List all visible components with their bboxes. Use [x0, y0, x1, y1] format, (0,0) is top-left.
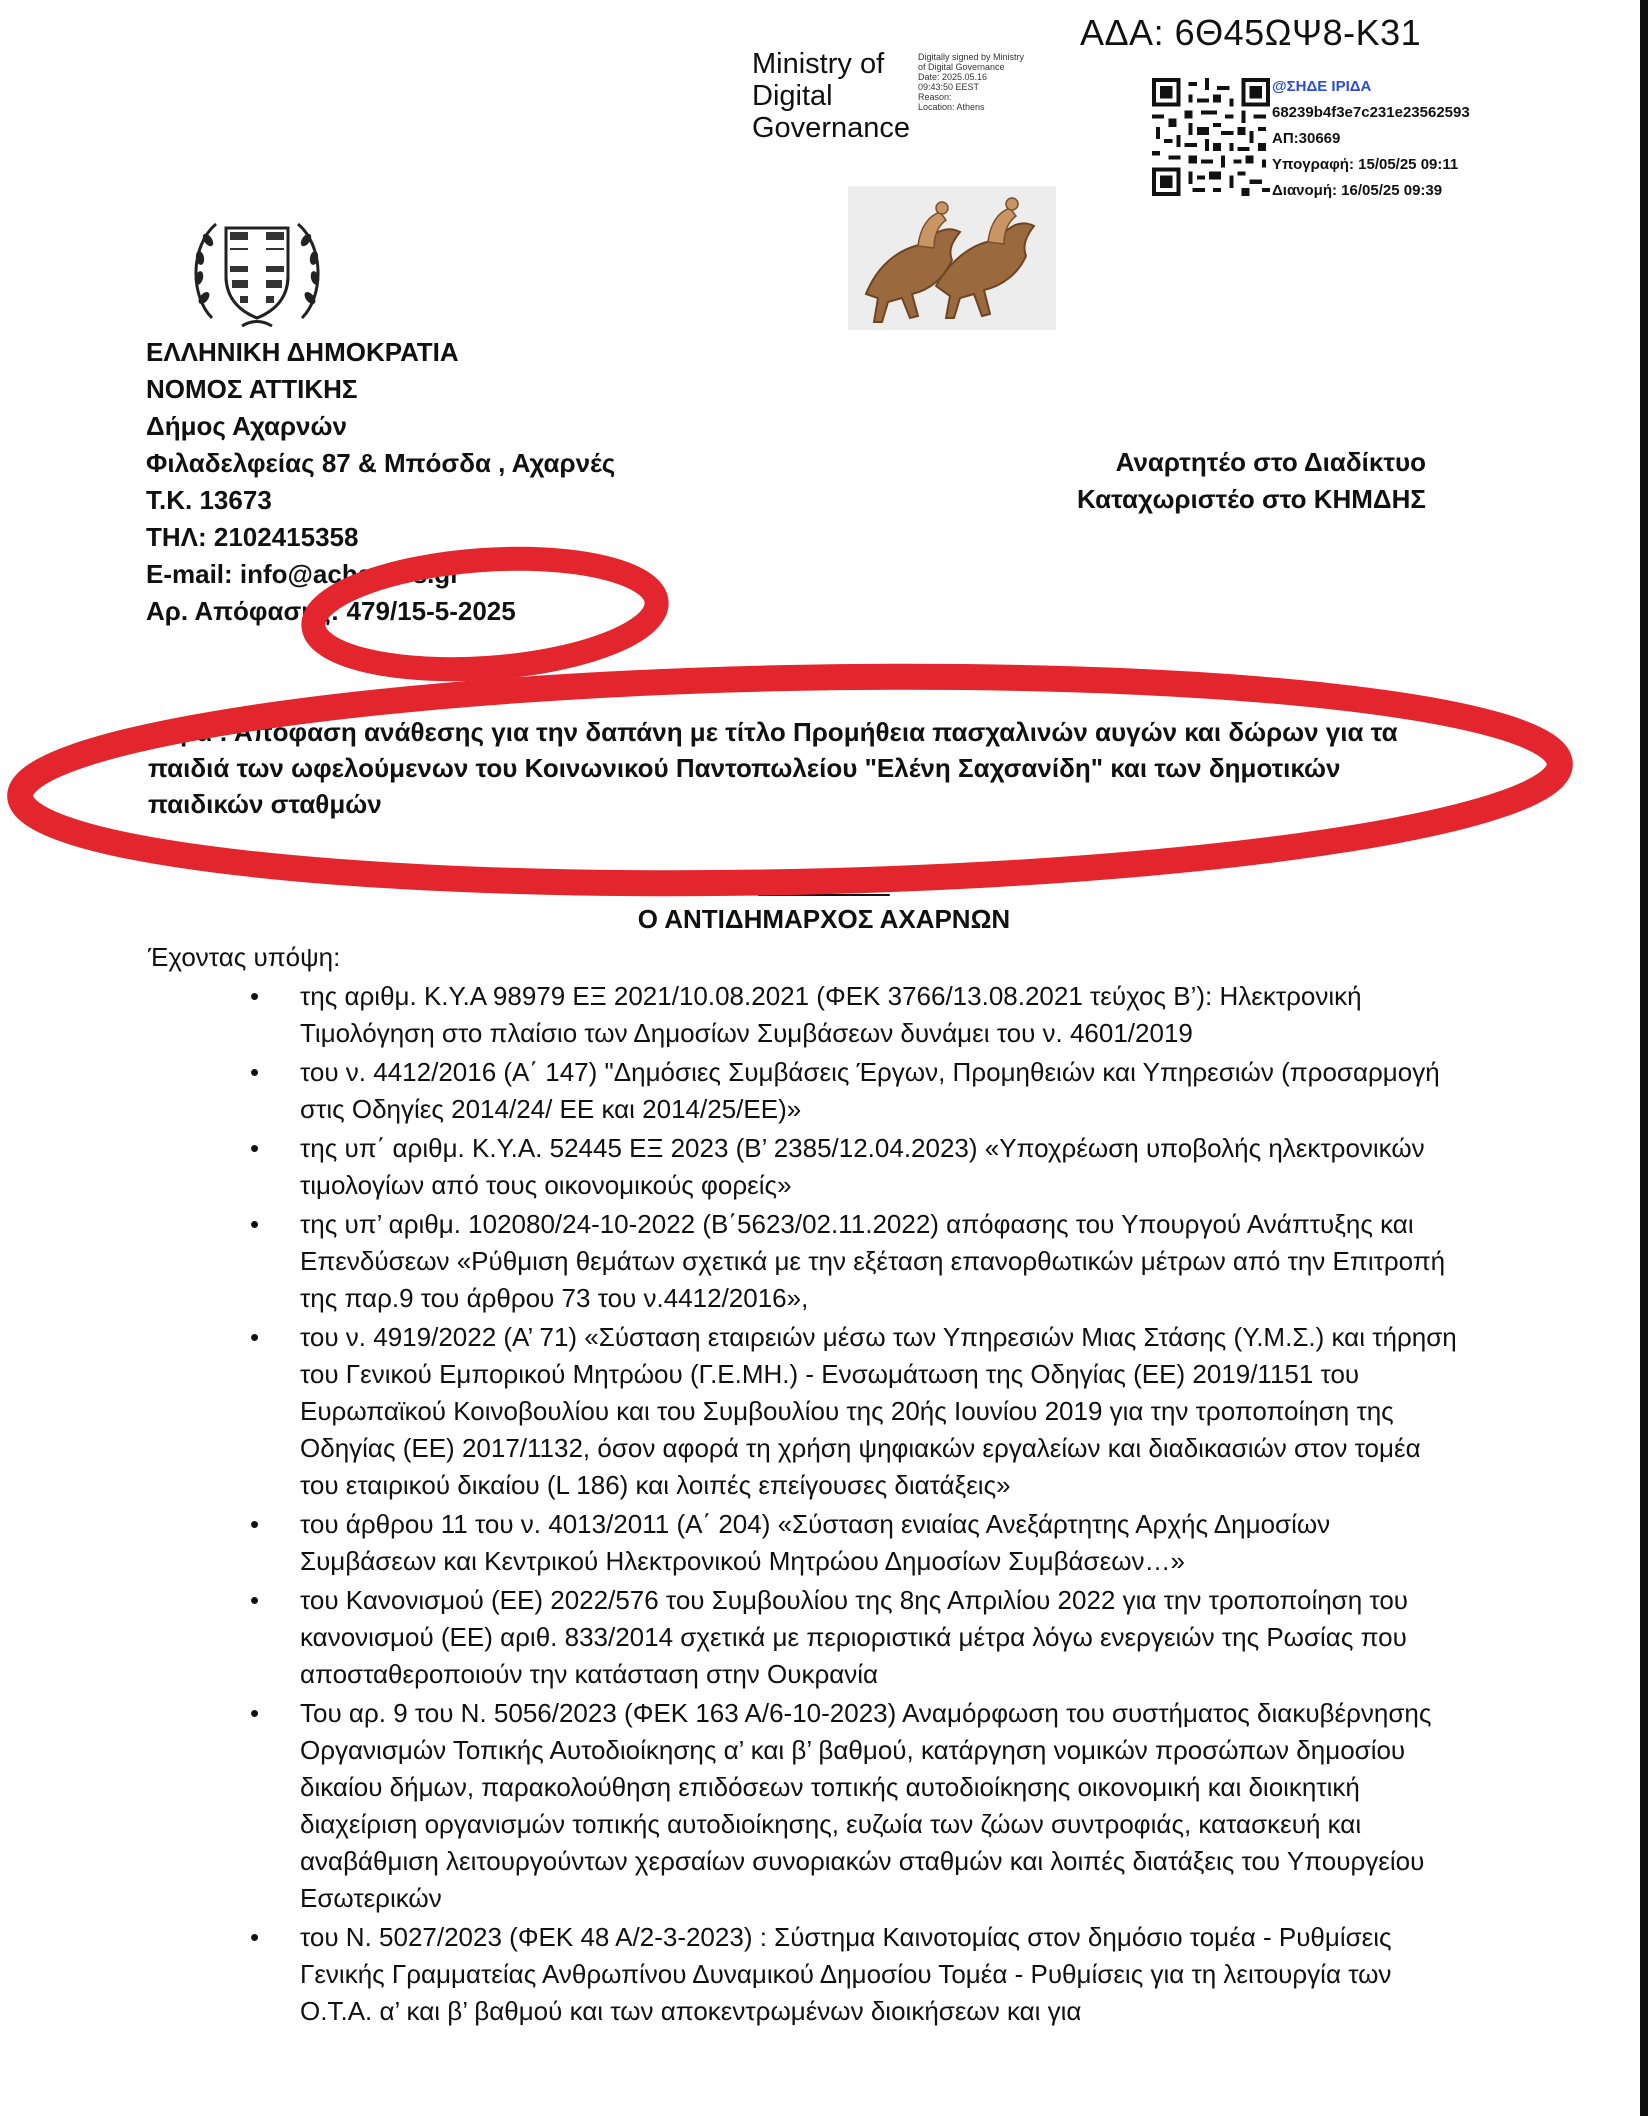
list-item: • του Ν. 5027/2023 (ΦΕΚ 48 Α/2-3-2023) : Σύστημα Καινοτομίας στον δημόσιο τομέα - Ρυθμίσεις Γενικής Γραμματείας Ανθρωπίνου Δυναμικού Δημοσίου Τομέα - Ρυθμίσεις για τη λειτουργία των Ο.Τ.Α. α’ και β’ βαθμού και των αποκεντρωμένων διοικήσεων και για	[300, 1919, 1460, 2030]
email-line: E-mail: info@acharnes.gr	[146, 559, 461, 589]
decision-title: ΑΠΟΦΑΣΗ	[758, 868, 890, 898]
signature-detail-line: Digitally signed by Ministry	[918, 52, 1025, 62]
header-line: Φιλαδελφείας 87 & Μπόσδα , Αχαρνές	[146, 448, 616, 478]
publication-notes	[1000, 444, 1426, 518]
signature-name-line: Digital	[752, 80, 833, 112]
list-item: • του Κανονισμού (ΕΕ) 2022/576 του Συμβουλίου της 8ης Απριλίου 2022 για την τροποποίηση του κανονισμού (ΕΕ) αριθ. 833/2014 σχετικά με περιοριστικά μέτρα λόγω ενεργειών της Ρωσίας που αποσταθεροποιούν την κατάσταση στην Ουκρανία	[300, 1582, 1460, 1693]
list-item: • του ν. 4412/2016 (Α΄ 147) "Δημόσιες Συμβάσεις Έργων, Προμηθειών και Υπηρεσιών (προσαρμογή στις Οδηγίες 2014/24/ ΕΕ και 2014/25/ΕΕ)»	[300, 1054, 1460, 1128]
digital-signature-details	[918, 52, 1098, 112]
header-line: ΝΟΜΟΣ ΑΤΤΙΚΗΣ	[146, 374, 358, 404]
header-line: ΕΛΛΗΝΙΚΗ ΔΗΜΟΚΡΑΤΙΑ	[146, 337, 459, 367]
header-line: Τ.Κ. 13673	[146, 485, 272, 515]
greek-coat-of-arms-icon	[182, 206, 332, 336]
decision-number-line: Αρ. Απόφασης: 479/15-5-2025	[146, 596, 516, 626]
signature-name-line: Governance	[752, 112, 910, 144]
protocol-distribution-date: Διανομή: 16/05/25 09:39	[1272, 182, 1443, 199]
list-item: • Του αρ. 9 του Ν. 5056/2023 (ΦΕΚ 163 Α/6-10-2023) Αναμόρφωση του συστήματος διακυβέρνησης Οργανισμών Τοπικής Αυτοδιοίκησης α’ και β’ βαθμού, κατάργηση νομικών προσώπων δημοσίου δικαίου δήμων, παρακολούθηση επιδόσεων τοπικής αυτοδιοίκησης οικονομική και διοικητική διαχείριση οργανισμών τοπικής αυτοδιοίκησης, ευζωία των ζώων συντροφιάς, κατασκευή και αναβάθμιση λειτουργούντων χερσαίων συνοριακών σταθμών και λοιπές διατάξεις του Υπουργείου Εσωτερικών	[300, 1695, 1460, 1917]
protocol-info	[1272, 74, 1470, 204]
signature-detail-line: 09:43:50 EEST	[918, 82, 980, 92]
list-item: • της υπ’ αριθμ. 102080/24-10-2022 (Β΄5623/02.11.2022) απόφασης του Υπουργού Ανάπτυξης και Επενδύσεων «Ρύθμιση θεμάτων σχετικά με την εξέταση επανορθωτικών μέτρων από την Επιτροπή της παρ.9 του άρθρου 73 του ν.4412/2016»,	[300, 1206, 1460, 1317]
signature-detail-line: Date: 2025.05.16	[918, 72, 988, 82]
publication-note: Αναρτητέο στο Διαδίκτυο	[1115, 447, 1426, 477]
signature-detail-line: Reason:	[918, 92, 952, 102]
header-line: Δήμος Αχαρνών	[146, 411, 347, 441]
list-item: • του άρθρου 11 του ν. 4013/2011 (Α΄ 204) «Σύσταση ενιαίας Ανεξάρτητης Αρχής Δημοσίων Συμβάσεων και Κεντρικού Ηλεκτρονικού Μητρώου Δημοσίων Συμβάσεων…»	[300, 1506, 1460, 1580]
signature-name-line: Ministry of	[752, 48, 885, 80]
protocol-hash: 68239b4f3e7c231e23562593	[1272, 104, 1470, 121]
protocol-system-name: @ΣΗΔΕ ΙΡΙΔΑ	[1272, 78, 1372, 95]
signature-detail-line: of Digital Governance	[918, 62, 1005, 72]
list-item: • της αριθμ. Κ.Υ.Α 98979 ΕΞ 2021/10.08.2021 (ΦΕΚ 3766/13.08.2021 τεύχος Β’): Ηλεκτρονική Τιμολόγηση στο πλαίσιο των Δημοσίων Συμβάσεων δυνάμει του ν. 4601/2019	[300, 978, 1460, 1052]
protocol-signed-date: Υπογραφή: 15/05/25 09:11	[1272, 156, 1459, 173]
digital-signature-name	[752, 48, 922, 144]
protocol-number: ΑΠ:30669	[1272, 130, 1341, 147]
publication-note: Καταχωριστέο στο ΚΗΜΔΗΣ	[1077, 484, 1426, 514]
subject-text: Θέμα : Απόφαση ανάθεσης για την δαπάνη με τίτλο Προμήθεια πασχαλινών αυγών και δώρων για τα παιδιά των ωφελούμενων του Κοινωνικού Παντοπωλείου "Ελένη Σαχσανίδη" και των δημοτικών παιδικών σταθμών	[148, 717, 1398, 819]
official-title: Ο ΑΝΤΙΔΗΜΑΡΧΟΣ ΑΧΑΡΝΩΝ	[637, 904, 1011, 934]
issuer-header	[146, 334, 615, 630]
legal-basis-list	[300, 978, 1460, 2032]
page-edge	[1640, 0, 1648, 2116]
horse-relief-image	[848, 186, 1056, 330]
signature-detail-line: Location: Athens	[918, 102, 985, 112]
ada-code: ΑΔΑ: 6Θ45ΩΨ8-Κ31	[1080, 12, 1422, 53]
qr-code-icon	[1152, 78, 1270, 196]
list-item: • της υπ΄ αριθμ. Κ.Υ.Α. 52445 ΕΞ 2023 (Β’ 2385/12.04.2023) «Υποχρέωση υποβολής ηλεκτρονικών τιμολογίων από τους οικονομικούς φορείς»	[300, 1130, 1460, 1204]
list-item: • του ν. 4919/2022 (Α’ 71) «Σύσταση εταιρειών μέσω των Υπηρεσιών Μιας Στάσης (Υ.Μ.Σ.) και τήρηση του Γενικού Εμπορικού Μητρώου (Γ.Ε.ΜΗ.) - Ενσωμάτωση της Οδηγίας (ΕΕ) 2019/1151 του Ευρωπαϊκού Κοινοβουλίου και του Συμβουλίου της 20ής Ιουνίου 2019 για την τροποποίηση της Οδηγίας (ΕΕ) 2017/1132, όσον αφορά τη χρήση ψηφιακών εργαλείων και διαδικασιών στον τομέα του εταιρικού δικαίου (L 186) και λοιπές επείγουσες διατάξεις»	[300, 1319, 1460, 1504]
header-line: ΤΗΛ: 2102415358	[146, 522, 359, 552]
considering-heading: Έχοντας υπόψη:	[148, 942, 341, 972]
